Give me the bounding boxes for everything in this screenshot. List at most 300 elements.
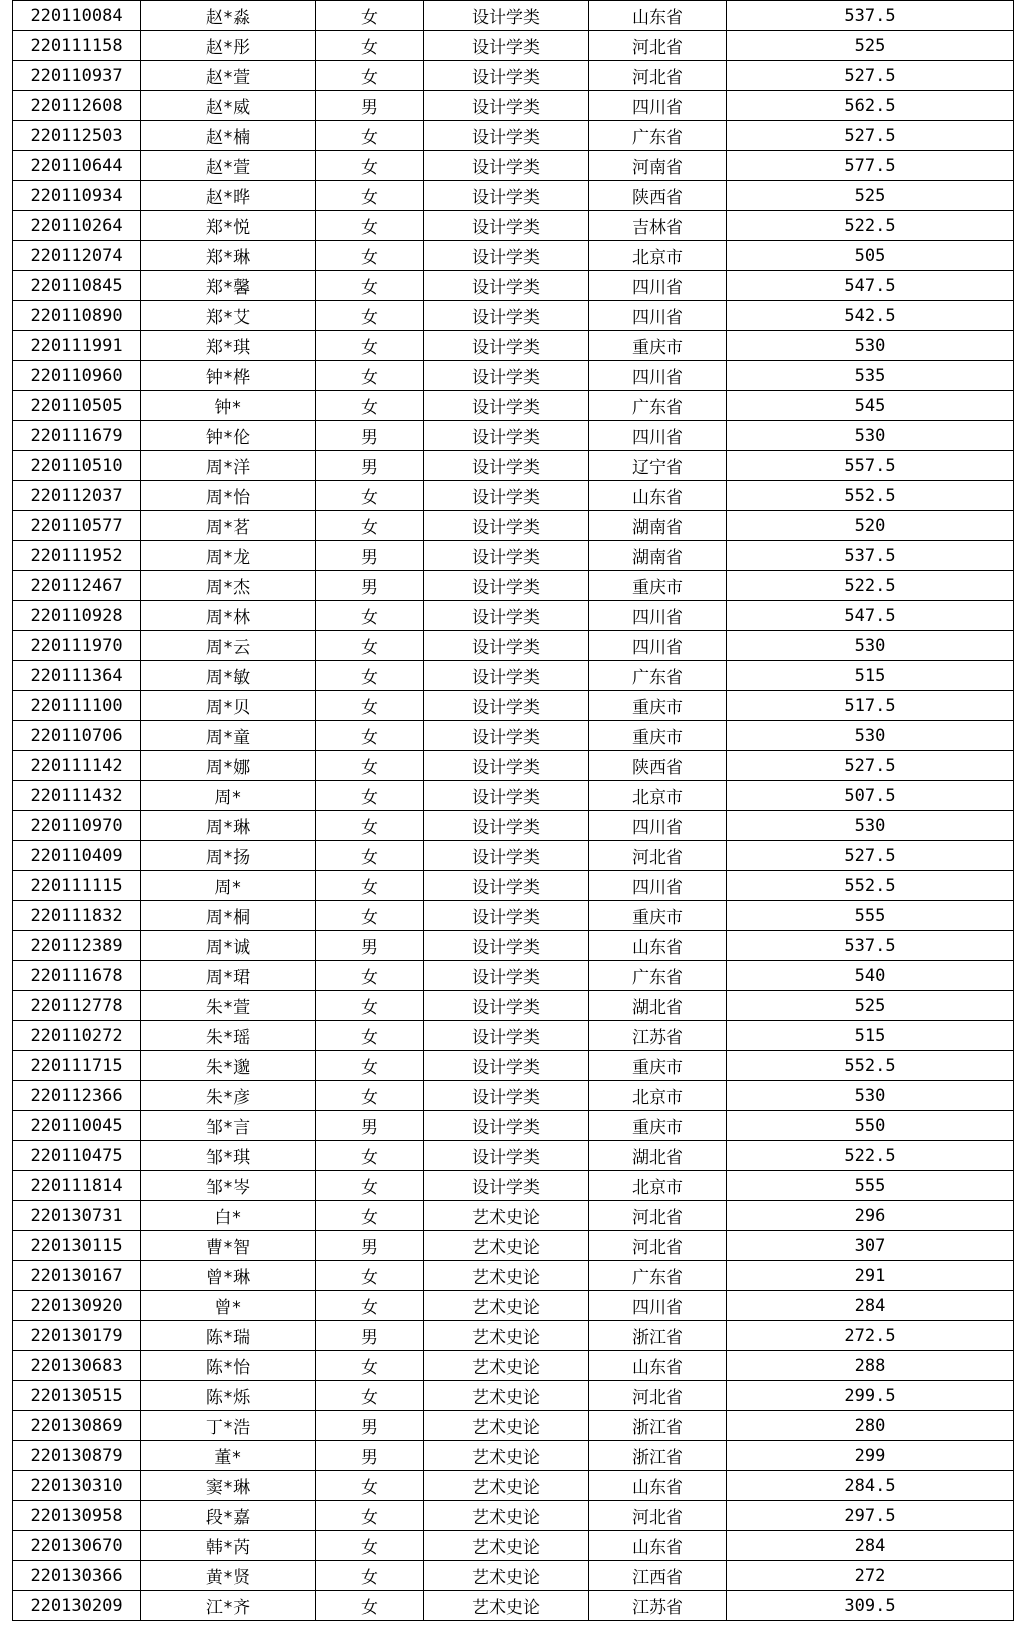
province-cell: 山东省: [589, 1531, 727, 1561]
score-cell: 522.5: [727, 1141, 1014, 1171]
province-cell: 河北省: [589, 1231, 727, 1261]
score-cell: 505: [727, 241, 1014, 271]
province-cell: 北京市: [589, 781, 727, 811]
gender-cell: 女: [316, 1501, 424, 1531]
table-row: [13, 1351, 1014, 1381]
student-id-cell: 220130958: [13, 1501, 141, 1531]
gender-cell: 男: [316, 91, 424, 121]
student-id-cell: 220111115: [13, 871, 141, 901]
table-row: [13, 1501, 1014, 1531]
name-cell: 董*: [141, 1441, 316, 1471]
score-cell: 530: [727, 421, 1014, 451]
student-id-cell: 220130879: [13, 1441, 141, 1471]
table-row: [13, 61, 1014, 91]
table-row: [13, 1261, 1014, 1291]
province-cell: 山东省: [589, 1471, 727, 1501]
major-cell: 设计学类: [424, 631, 589, 661]
table-row: [13, 991, 1014, 1021]
gender-cell: 男: [316, 541, 424, 571]
score-cell: 527.5: [727, 61, 1014, 91]
table-row: [13, 631, 1014, 661]
gender-cell: 女: [316, 271, 424, 301]
gender-cell: 男: [316, 1411, 424, 1441]
name-cell: 周*龙: [141, 541, 316, 571]
name-cell: 朱*瑶: [141, 1021, 316, 1051]
major-cell: 设计学类: [424, 571, 589, 601]
table-row: [13, 481, 1014, 511]
province-cell: 河北省: [589, 31, 727, 61]
score-cell: 299: [727, 1441, 1014, 1471]
gender-cell: 女: [316, 721, 424, 751]
major-cell: 设计学类: [424, 961, 589, 991]
name-cell: 周*林: [141, 601, 316, 631]
table-row: [13, 241, 1014, 271]
score-cell: 288: [727, 1351, 1014, 1381]
major-cell: 设计学类: [424, 661, 589, 691]
score-cell: 297.5: [727, 1501, 1014, 1531]
student-id-cell: 220110264: [13, 211, 141, 241]
score-cell: 577.5: [727, 151, 1014, 181]
student-id-cell: 220110960: [13, 361, 141, 391]
name-cell: 周*怡: [141, 481, 316, 511]
score-cell: 515: [727, 1021, 1014, 1051]
score-cell: 517.5: [727, 691, 1014, 721]
major-cell: 设计学类: [424, 991, 589, 1021]
gender-cell: 男: [316, 571, 424, 601]
gender-cell: 女: [316, 751, 424, 781]
province-cell: 河北省: [589, 1501, 727, 1531]
student-id-cell: 220111991: [13, 331, 141, 361]
gender-cell: 女: [316, 1051, 424, 1081]
gender-cell: 女: [316, 1471, 424, 1501]
gender-cell: 女: [316, 1141, 424, 1171]
student-id-cell: 220110475: [13, 1141, 141, 1171]
score-cell: 552.5: [727, 1051, 1014, 1081]
province-cell: 陕西省: [589, 751, 727, 781]
student-id-cell: 220130167: [13, 1261, 141, 1291]
table-row: [13, 601, 1014, 631]
gender-cell: 女: [316, 241, 424, 271]
table-row: [13, 721, 1014, 751]
province-cell: 山东省: [589, 931, 727, 961]
student-id-cell: 220111952: [13, 541, 141, 571]
score-cell: 507.5: [727, 781, 1014, 811]
major-cell: 设计学类: [424, 1141, 589, 1171]
province-cell: 重庆市: [589, 901, 727, 931]
province-cell: 河北省: [589, 1201, 727, 1231]
score-cell: 527.5: [727, 841, 1014, 871]
score-cell: 522.5: [727, 211, 1014, 241]
table-row: [13, 331, 1014, 361]
gender-cell: 女: [316, 391, 424, 421]
gender-cell: 女: [316, 481, 424, 511]
table-row: [13, 661, 1014, 691]
gender-cell: 女: [316, 61, 424, 91]
table-row: [13, 1531, 1014, 1561]
table-row: [13, 511, 1014, 541]
province-cell: 重庆市: [589, 331, 727, 361]
score-cell: 525: [727, 31, 1014, 61]
major-cell: 设计学类: [424, 331, 589, 361]
table-row: [13, 391, 1014, 421]
gender-cell: 女: [316, 1291, 424, 1321]
student-id-cell: 220110577: [13, 511, 141, 541]
score-cell: 540: [727, 961, 1014, 991]
student-id-cell: 220112503: [13, 121, 141, 151]
gender-cell: 女: [316, 1, 424, 31]
student-id-cell: 220111678: [13, 961, 141, 991]
gender-cell: 女: [316, 1021, 424, 1051]
student-id-cell: 220130683: [13, 1351, 141, 1381]
name-cell: 周*桐: [141, 901, 316, 931]
score-cell: 272: [727, 1561, 1014, 1591]
gender-cell: 女: [316, 991, 424, 1021]
student-id-cell: 220112778: [13, 991, 141, 1021]
name-cell: 陈*瑞: [141, 1321, 316, 1351]
major-cell: 设计学类: [424, 1171, 589, 1201]
table-row: [13, 181, 1014, 211]
score-cell: 555: [727, 901, 1014, 931]
province-cell: 河北省: [589, 841, 727, 871]
gender-cell: 女: [316, 211, 424, 241]
table-row: [13, 1021, 1014, 1051]
student-id-cell: 220110970: [13, 811, 141, 841]
name-cell: 周*敏: [141, 661, 316, 691]
province-cell: 浙江省: [589, 1321, 727, 1351]
table-row: [13, 1381, 1014, 1411]
major-cell: 设计学类: [424, 1021, 589, 1051]
province-cell: 四川省: [589, 871, 727, 901]
student-id-cell: 220110934: [13, 181, 141, 211]
province-cell: 重庆市: [589, 721, 727, 751]
student-id-cell: 220111158: [13, 31, 141, 61]
student-id-cell: 220110409: [13, 841, 141, 871]
table-row: [13, 1471, 1014, 1501]
student-id-cell: 220110272: [13, 1021, 141, 1051]
province-cell: 辽宁省: [589, 451, 727, 481]
province-cell: 湖南省: [589, 541, 727, 571]
name-cell: 赵*萱: [141, 151, 316, 181]
table-row: [13, 1171, 1014, 1201]
name-cell: 赵*晔: [141, 181, 316, 211]
major-cell: 设计学类: [424, 151, 589, 181]
score-cell: 530: [727, 331, 1014, 361]
major-cell: 设计学类: [424, 241, 589, 271]
score-cell: 291: [727, 1261, 1014, 1291]
major-cell: 艺术史论: [424, 1561, 589, 1591]
province-cell: 山东省: [589, 1, 727, 31]
gender-cell: 女: [316, 811, 424, 841]
score-cell: 525: [727, 991, 1014, 1021]
name-cell: 黄*贤: [141, 1561, 316, 1591]
gender-cell: 女: [316, 1591, 424, 1621]
province-cell: 北京市: [589, 241, 727, 271]
student-id-cell: 220130670: [13, 1531, 141, 1561]
province-cell: 河北省: [589, 1381, 727, 1411]
name-cell: 周*洋: [141, 451, 316, 481]
score-cell: 522.5: [727, 571, 1014, 601]
score-cell: 545: [727, 391, 1014, 421]
table-row: [13, 1411, 1014, 1441]
gender-cell: 女: [316, 511, 424, 541]
major-cell: 艺术史论: [424, 1231, 589, 1261]
major-cell: 设计学类: [424, 721, 589, 751]
student-id-cell: 220111432: [13, 781, 141, 811]
score-cell: 550: [727, 1111, 1014, 1141]
major-cell: 设计学类: [424, 811, 589, 841]
major-cell: 设计学类: [424, 211, 589, 241]
table-row: [13, 931, 1014, 961]
score-cell: 309.5: [727, 1591, 1014, 1621]
gender-cell: 女: [316, 871, 424, 901]
province-cell: 广东省: [589, 391, 727, 421]
major-cell: 设计学类: [424, 931, 589, 961]
province-cell: 陕西省: [589, 181, 727, 211]
major-cell: 艺术史论: [424, 1501, 589, 1531]
name-cell: 郑*琪: [141, 331, 316, 361]
name-cell: 陈*烁: [141, 1381, 316, 1411]
province-cell: 河北省: [589, 61, 727, 91]
major-cell: 设计学类: [424, 601, 589, 631]
gender-cell: 女: [316, 1171, 424, 1201]
gender-cell: 女: [316, 631, 424, 661]
score-cell: 530: [727, 1081, 1014, 1111]
province-cell: 湖北省: [589, 1141, 727, 1171]
name-cell: 周*: [141, 781, 316, 811]
name-cell: 曹*智: [141, 1231, 316, 1261]
name-cell: 周*扬: [141, 841, 316, 871]
score-cell: 525: [727, 181, 1014, 211]
province-cell: 北京市: [589, 1081, 727, 1111]
table-row: [13, 121, 1014, 151]
major-cell: 设计学类: [424, 751, 589, 781]
province-cell: 四川省: [589, 301, 727, 331]
gender-cell: 女: [316, 1531, 424, 1561]
province-cell: 四川省: [589, 601, 727, 631]
score-cell: 520: [727, 511, 1014, 541]
gender-cell: 女: [316, 1081, 424, 1111]
table-row: [13, 541, 1014, 571]
name-cell: 周*珺: [141, 961, 316, 991]
gender-cell: 女: [316, 661, 424, 691]
province-cell: 山东省: [589, 1351, 727, 1381]
gender-cell: 女: [316, 301, 424, 331]
student-id-cell: 220130366: [13, 1561, 141, 1591]
major-cell: 设计学类: [424, 481, 589, 511]
province-cell: 重庆市: [589, 571, 727, 601]
table-row: [13, 1231, 1014, 1261]
gender-cell: 男: [316, 931, 424, 961]
name-cell: 丁*浩: [141, 1411, 316, 1441]
student-id-cell: 220130869: [13, 1411, 141, 1441]
table-body: [13, 1, 1014, 1621]
student-id-cell: 220112037: [13, 481, 141, 511]
name-cell: 郑*馨: [141, 271, 316, 301]
name-cell: 周*云: [141, 631, 316, 661]
table-row: [13, 1201, 1014, 1231]
name-cell: 周*诚: [141, 931, 316, 961]
gender-cell: 男: [316, 1111, 424, 1141]
table-row: [13, 871, 1014, 901]
table-row: [13, 31, 1014, 61]
gender-cell: 女: [316, 961, 424, 991]
table-row: [13, 1291, 1014, 1321]
score-cell: 542.5: [727, 301, 1014, 331]
name-cell: 白*: [141, 1201, 316, 1231]
table-row: [13, 271, 1014, 301]
table-row: [13, 361, 1014, 391]
student-id-cell: 220130920: [13, 1291, 141, 1321]
name-cell: 钟*: [141, 391, 316, 421]
major-cell: 设计学类: [424, 691, 589, 721]
gender-cell: 女: [316, 121, 424, 151]
major-cell: 艺术史论: [424, 1291, 589, 1321]
score-cell: 296: [727, 1201, 1014, 1231]
major-cell: 设计学类: [424, 361, 589, 391]
province-cell: 浙江省: [589, 1411, 727, 1441]
major-cell: 艺术史论: [424, 1381, 589, 1411]
name-cell: 周*娜: [141, 751, 316, 781]
major-cell: 设计学类: [424, 391, 589, 421]
student-id-cell: 220130115: [13, 1231, 141, 1261]
major-cell: 艺术史论: [424, 1201, 589, 1231]
name-cell: 赵*楠: [141, 121, 316, 151]
major-cell: 设计学类: [424, 31, 589, 61]
student-id-cell: 220111715: [13, 1051, 141, 1081]
major-cell: 设计学类: [424, 181, 589, 211]
gender-cell: 女: [316, 331, 424, 361]
major-cell: 设计学类: [424, 421, 589, 451]
name-cell: 赵*萱: [141, 61, 316, 91]
gender-cell: 男: [316, 1231, 424, 1261]
student-id-cell: 220130179: [13, 1321, 141, 1351]
student-id-cell: 220130515: [13, 1381, 141, 1411]
name-cell: 周*琳: [141, 811, 316, 841]
score-cell: 284.5: [727, 1471, 1014, 1501]
score-cell: 527.5: [727, 751, 1014, 781]
student-id-cell: 220110845: [13, 271, 141, 301]
score-cell: 562.5: [727, 91, 1014, 121]
score-cell: 547.5: [727, 601, 1014, 631]
gender-cell: 男: [316, 451, 424, 481]
province-cell: 广东省: [589, 1261, 727, 1291]
major-cell: 设计学类: [424, 121, 589, 151]
gender-cell: 女: [316, 181, 424, 211]
province-cell: 重庆市: [589, 691, 727, 721]
score-cell: 272.5: [727, 1321, 1014, 1351]
table-row: [13, 961, 1014, 991]
major-cell: 设计学类: [424, 1111, 589, 1141]
student-id-cell: 220130731: [13, 1201, 141, 1231]
province-cell: 山东省: [589, 481, 727, 511]
table-row: [13, 811, 1014, 841]
score-cell: 530: [727, 631, 1014, 661]
name-cell: 朱*邈: [141, 1051, 316, 1081]
name-cell: 邹*岑: [141, 1171, 316, 1201]
province-cell: 江西省: [589, 1561, 727, 1591]
name-cell: 曾*: [141, 1291, 316, 1321]
province-cell: 江苏省: [589, 1021, 727, 1051]
student-id-cell: 220111970: [13, 631, 141, 661]
gender-cell: 女: [316, 1201, 424, 1231]
gender-cell: 女: [316, 1351, 424, 1381]
province-cell: 湖南省: [589, 511, 727, 541]
name-cell: 段*嘉: [141, 1501, 316, 1531]
major-cell: 设计学类: [424, 541, 589, 571]
score-cell: 535: [727, 361, 1014, 391]
province-cell: 北京市: [589, 1171, 727, 1201]
major-cell: 艺术史论: [424, 1351, 589, 1381]
name-cell: 周*杰: [141, 571, 316, 601]
name-cell: 朱*萱: [141, 991, 316, 1021]
student-id-cell: 220112366: [13, 1081, 141, 1111]
gender-cell: 男: [316, 421, 424, 451]
score-cell: 280: [727, 1411, 1014, 1441]
major-cell: 艺术史论: [424, 1261, 589, 1291]
major-cell: 设计学类: [424, 841, 589, 871]
table-row: [13, 1321, 1014, 1351]
name-cell: 窦*琳: [141, 1471, 316, 1501]
score-cell: 555: [727, 1171, 1014, 1201]
table-row: [13, 841, 1014, 871]
province-cell: 广东省: [589, 661, 727, 691]
student-id-cell: 220111832: [13, 901, 141, 931]
table-row: [13, 1, 1014, 31]
province-cell: 重庆市: [589, 1051, 727, 1081]
province-cell: 江苏省: [589, 1591, 727, 1621]
major-cell: 设计学类: [424, 781, 589, 811]
name-cell: 江*齐: [141, 1591, 316, 1621]
province-cell: 河南省: [589, 151, 727, 181]
table-row: [13, 1111, 1014, 1141]
table-row: [13, 151, 1014, 181]
name-cell: 曾*琳: [141, 1261, 316, 1291]
table-row: [13, 451, 1014, 481]
major-cell: 艺术史论: [424, 1531, 589, 1561]
name-cell: 陈*怡: [141, 1351, 316, 1381]
table-row: [13, 901, 1014, 931]
student-id-cell: 220110890: [13, 301, 141, 331]
score-cell: 515: [727, 661, 1014, 691]
table-row: [13, 1591, 1014, 1621]
major-cell: 设计学类: [424, 451, 589, 481]
name-cell: 邹*琪: [141, 1141, 316, 1171]
table-row: [13, 211, 1014, 241]
gender-cell: 男: [316, 1441, 424, 1471]
name-cell: 周*: [141, 871, 316, 901]
province-cell: 四川省: [589, 811, 727, 841]
score-cell: 284: [727, 1531, 1014, 1561]
student-id-cell: 220110644: [13, 151, 141, 181]
province-cell: 四川省: [589, 361, 727, 391]
major-cell: 设计学类: [424, 271, 589, 301]
table-row: [13, 781, 1014, 811]
major-cell: 设计学类: [424, 871, 589, 901]
student-id-cell: 220110084: [13, 1, 141, 31]
major-cell: 设计学类: [424, 901, 589, 931]
name-cell: 郑*琳: [141, 241, 316, 271]
name-cell: 周*茗: [141, 511, 316, 541]
student-id-cell: 220130209: [13, 1591, 141, 1621]
student-id-cell: 220112074: [13, 241, 141, 271]
province-cell: 四川省: [589, 1291, 727, 1321]
major-cell: 设计学类: [424, 511, 589, 541]
student-id-cell: 220111679: [13, 421, 141, 451]
major-cell: 艺术史论: [424, 1591, 589, 1621]
score-cell: 527.5: [727, 121, 1014, 151]
student-id-cell: 220110928: [13, 601, 141, 631]
gender-cell: 女: [316, 841, 424, 871]
